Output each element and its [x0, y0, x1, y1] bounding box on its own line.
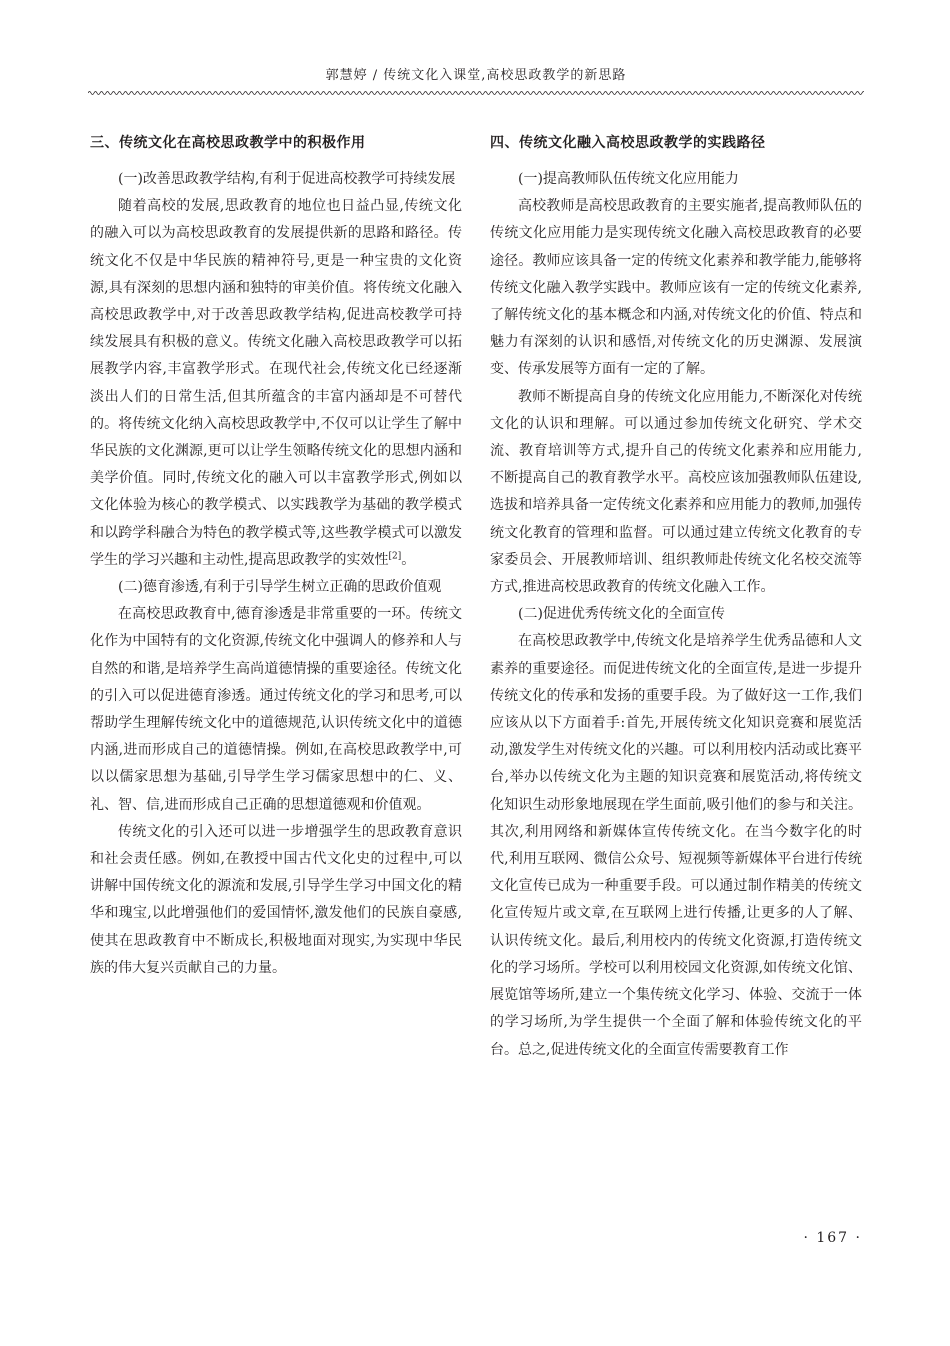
wavy-rule-line	[88, 92, 864, 95]
paragraph: 教师不断提高自身的传统文化应用能力,不断深化对传统文化的认识和理解。可以通过参加传统文化研究、学术交流、教育培训等方式,提升自己的传统文化素养和应用能力,不断提高自己的教育教学水平。高校应该加强教师队伍建设,选拔和培养具备一定传统文化素养和应用能力的教师,加强传统文化教育的管理和监督。可以通过建立传统文化教育的专家委员会、开展教师培训、组织教师赴传统文化名校交流等方式,推进高校思政教育的传统文化融入工作。	[490, 388, 862, 596]
subheading-4-2: (二)促进优秀传统文化的全面宣传	[518, 606, 725, 623]
citation-mark: [2]	[388, 551, 402, 562]
paragraph: 在高校思政教学中,传统文化是培养学生优秀品德和人文素养的重要途径。而促进传统文化的全面宣传,是进一步提升传统文化的传承和发扬的重要手段。为了做好这一工作,我们应该从以下方面着手:首先,开展传统文化知识竞赛和展览活动,激发学生对传统文化的兴趣。可以利用校内活动或比赛平台,举办以传统文化为主题的知识竞赛和展览活动,将传统文化知识生动形象地展现在学生面前,吸引他们的参与和关注。其次,利用网络和新媒体宣传传统文化。在当今数字化的时代,利用互联网、微信公众号、短视频等新媒体平台进行传统文化宣传已成为一种重要手段。可以通过制作精美的传统文化宣传短片或文章,在互联网上进行传播,让更多的人了解、认识传统文化。最后,利用校内的传统文化资源,打造传统文化的学习场所。学校可以利用校园文化资源,如传统文化馆、展览馆等场所,建立一个集传统文化学习、体验、交流于一体的学习场所,为学生提供一个全面了解和体验传统文化的平台。总之,促进传统文化的全面宣传需要教育工作	[490, 633, 862, 1058]
paragraph-text: 随着高校的发展,思政教育的地位也日益凸显,传统文化的融入可以为高校思政教育的发展提供新的思路和路径。传统文化不仅是中华民族的精神符号,更是一种宝贵的文化资源,具有深刻的思想内涵和独特的审美价值。将传统文化融入高校思政教学中,对于改善思政教学结构,促进高校教学可持续发展具有积极的意义。传统文化融入高校思政教学可以拓展教学内容,丰富教学形式。在现代社会,传统文化已经逐渐淡出人们的日常生活,但其所蕴含的丰富内涵却是不可替代的。将传统文化纳入高校思政教学中,不仅可以让学生了解中华民族的文化渊源,更可以让学生领略传统文化的思想内涵和美学价值。同时,传统文化的融入可以丰富教学形式,例如以文化体验为核心的教学模式、以实践教学为基础的教学模式和以跨学科融合为特色的教学模式等,这些教学模式可以激发学生的学习兴趣和主动性,提高思政教学的实效性	[90, 198, 462, 568]
section-heading-4: 四、传统文化融入高校思政教学的实践路径	[490, 135, 766, 151]
section-heading-3: 三、传统文化在高校思政教学中的积极作用	[90, 135, 366, 151]
page-number: · 167 ·	[803, 1230, 862, 1246]
left-column	[90, 126, 462, 982]
subheading-4-1: (一)提高教师队伍传统文化应用能力	[518, 171, 739, 187]
paragraph: 高校教师是高校思政教育的主要实施者,提高教师队伍的传统文化应用能力是实现传统文化融入高校思政教育的必要途径。教师应该具备一定的传统文化素养和教学能力,能够将传统文化融入教学实践中。教师应该有一定的传统文化素养,了解传统文化的基本概念和内涵,对传统文化的价值、特点和魅力有深刻的认识和感悟,对传统文化的历史渊源、发展演变、传承发展等方面有一定的了解。	[490, 198, 862, 378]
paragraph: 在高校思政教育中,德育渗透是非常重要的一环。传统文化作为中国特有的文化资源,传统文化中强调人的修养和人与自然的和谐,是培养学生高尚道德情操的重要途径。传统文化的引入可以促进德育渗透。通过传统文化的学习和思考,可以帮助学生理解传统文化中的道德规范,认识传统文化中的道德内涵,进而形成自己的道德情操。例如,在高校思政教学中,可以以儒家思想为基础,引导学生学习儒家思想中的仁、义、礼、智、信,进而形成自己正确的思想道德观和价值观。	[90, 606, 462, 813]
paragraph: 传统文化的引入还可以进一步增强学生的思政教育意识和社会责任感。例如,在教授中国古代文化史的过程中,可以讲解中国传统文化的源流和发展,引导学生学习中国文化的精华和瑰宝,以此增强他们的爱国情怀,激发他们的民族自豪感,使其在思政教育中不断成长,积极地面对现实,为实现中华民族的伟大复兴贡献自己的力量。	[90, 823, 462, 976]
paragraph-end: 。	[401, 551, 416, 568]
subheading-3-1: (一)改善思政教学结构,有利于促进高校教学可持续发展	[118, 171, 456, 187]
paragraph	[90, 193, 462, 574]
wavy-rule	[88, 88, 864, 98]
right-column	[490, 126, 862, 1064]
subheading-3-2: (二)德育渗透,有利于引导学生树立正确的思政价值观	[118, 579, 442, 596]
running-head: 郭慧婷 / 传统文化入课堂,高校思政教学的新思路	[325, 68, 627, 83]
